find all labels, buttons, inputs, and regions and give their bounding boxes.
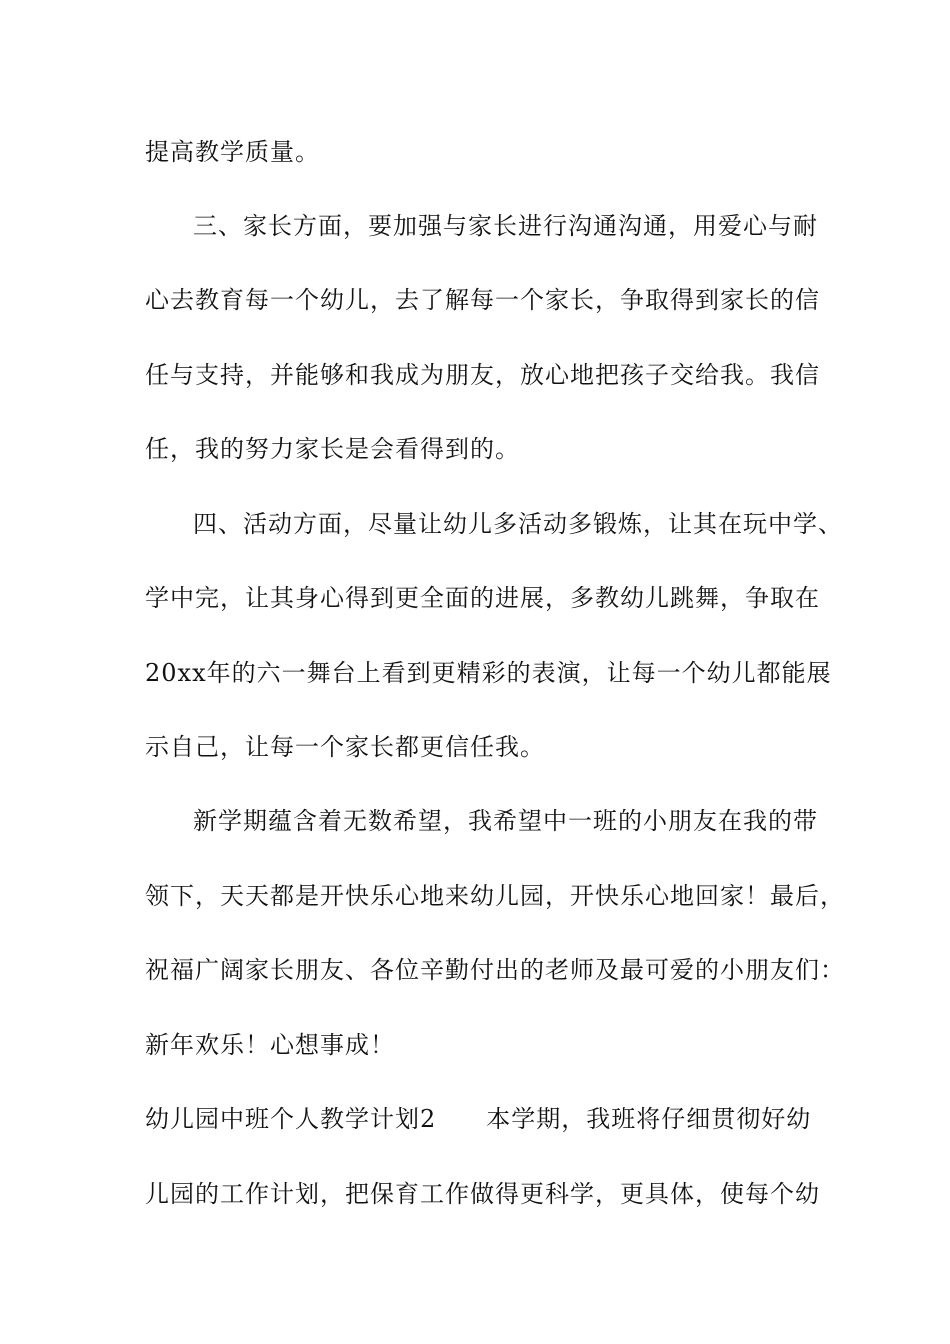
text-line: 提高教学质量。 xyxy=(145,138,320,166)
text-line: 新年欢乐！心想事成！ xyxy=(145,1031,395,1059)
text-line: 20xx年的六一舞台上看到更精彩的表演，让每一个幼儿都能展 xyxy=(145,659,832,687)
paragraph-first-line: 四、活动方面，尽量让幼儿多活动多锻炼，让其在玩中学、 xyxy=(193,510,843,538)
paragraph-first-line: 三、家长方面，要加强与家长进行沟通沟通，用爱心与耐 xyxy=(193,212,818,240)
text-line: 儿园的工作计划，把保育工作做得更科学，更具体，使每个幼 xyxy=(145,1180,820,1208)
section-heading-line: 幼儿园中班个人教学计划2 本学期，我班将仔细贯彻好幼 xyxy=(145,1105,812,1133)
text-line: 领下，天天都是开快乐心地来幼儿园，开快乐心地回家！最后， xyxy=(145,882,845,910)
text-line: 任，我的努力家长是会看得到的。 xyxy=(145,435,520,463)
text-line: 祝福广阔家长朋友、各位辛勤付出的老师及最可爱的小朋友们： xyxy=(145,956,845,984)
text-line: 心去教育每一个幼儿，去了解每一个家长，争取得到家长的信 xyxy=(145,286,820,314)
paragraph-first-line: 新学期蕴含着无数希望，我希望中一班的小朋友在我的带 xyxy=(193,807,818,835)
text-line: 学中完，让其身心得到更全面的进展，多教幼儿跳舞，争取在 xyxy=(145,584,820,612)
text-line: 任与支持，并能够和我成为朋友，放心地把孩子交给我。我信 xyxy=(145,361,820,389)
text-line: 示自己，让每一个家长都更信任我。 xyxy=(145,733,545,761)
